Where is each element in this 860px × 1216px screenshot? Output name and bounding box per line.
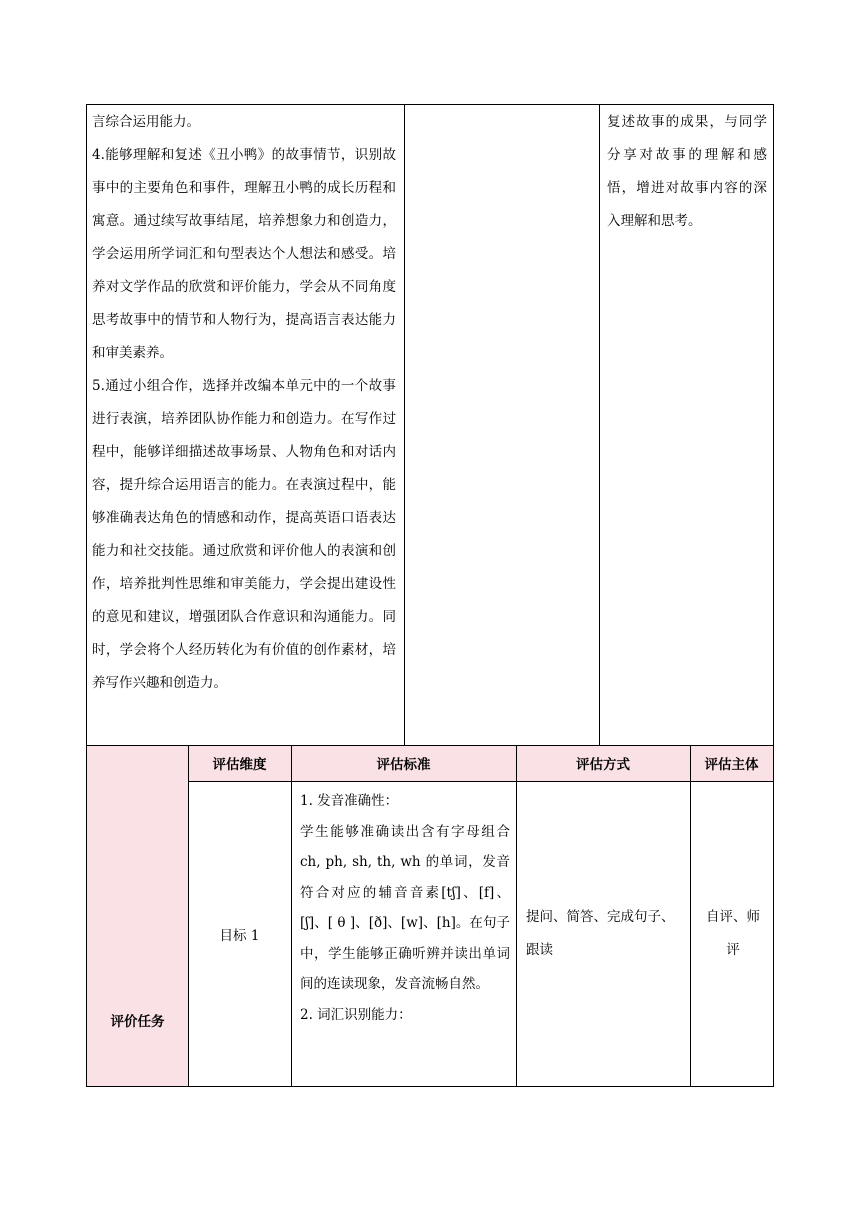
left-paragraph-3: 5.通过小组合作，选择并改编本单元中的一个故事进行表演，培养团队协作能力和创造力。在写作过程中，能够详细描述故事场景、人物角色和对话内容，提升综合运用语言的能力。在表演过程中，能够准确表达角色的情感和动作，提高英语口语表达能力和社交技能。通过欣赏和评价他人的表演和创作，培养批判性思维和审美能力，学会提出建设性的意见和建议，增强团队合作意识和沟通能力。同时，学会将个人经历转化为有价值的创作素材，培养写作兴趣和创造力。 [92, 378, 396, 691]
row1-subject [705, 781, 761, 1086]
left-paragraph-1: 言综合运用能力。 [92, 114, 200, 130]
row1-standard [300, 786, 510, 1030]
border-bottom-col-3 [516, 745, 517, 1086]
left-paragraph-2: 4.能够理解和复述《丑小鸭》的故事情节，识别故事中的主要角色和事件，理解丑小鸭的成长历程和寓意。通过续写故事结尾，培养想象力和创造力，学会运用所学词汇和句型表达个人想法和感受。培养对文学作品的欣赏和评价能力，学会从不同角度思考故事中的情节和人物行为，提高语言表达能力和审美素养。 [92, 147, 396, 361]
border-right [773, 104, 774, 1087]
border-top-col-1 [404, 104, 405, 745]
header-method: 评估方式 [576, 757, 630, 773]
row1-dimension: 目标 1 [219, 927, 260, 944]
row1-method [526, 781, 682, 1086]
row1-subject-text: 自评、师评 [706, 908, 760, 958]
standard-line-2: 学生能够准确读出含有字母组合 ch, ph, sh, th, wh 的单词，发音符合对应的辅音音素[tʃ]、[f]、[ʃ]、[ θ ]、[ð]、[w]、[h]。在句子中，学生能够正确听辨并读出单词间的连读现象，发音流畅自然。 [300, 823, 510, 992]
header-dimension: 评估维度 [212, 757, 267, 773]
border-left [86, 104, 87, 1087]
row1-method-text: 提问、简答、完成句子、跟读 [526, 908, 675, 958]
border-bottom-col-4 [690, 745, 691, 1086]
standard-line-1: 1. 发音准确性： [300, 793, 399, 809]
border-mid [86, 745, 774, 746]
left-column-text [92, 106, 396, 700]
header-standard: 评估标准 [376, 757, 431, 773]
border-top-col-2 [599, 104, 600, 745]
border-bottom [86, 1086, 774, 1087]
border-bottom-col-2 [291, 745, 292, 1086]
standard-line-3: 2. 词汇识别能力： [300, 1006, 412, 1023]
border-header-bottom [188, 781, 774, 782]
section-label: 评价任务 [110, 1014, 165, 1030]
border-bottom-col-1 [188, 745, 189, 1086]
header-subject: 评估主体 [704, 757, 759, 773]
border-top [86, 104, 774, 105]
right-paragraph: 复述故事的成果，与同学分享对故事的理解和感悟，增进对故事内容的深入理解和思考。 [607, 114, 767, 229]
right-column-text [607, 106, 767, 238]
